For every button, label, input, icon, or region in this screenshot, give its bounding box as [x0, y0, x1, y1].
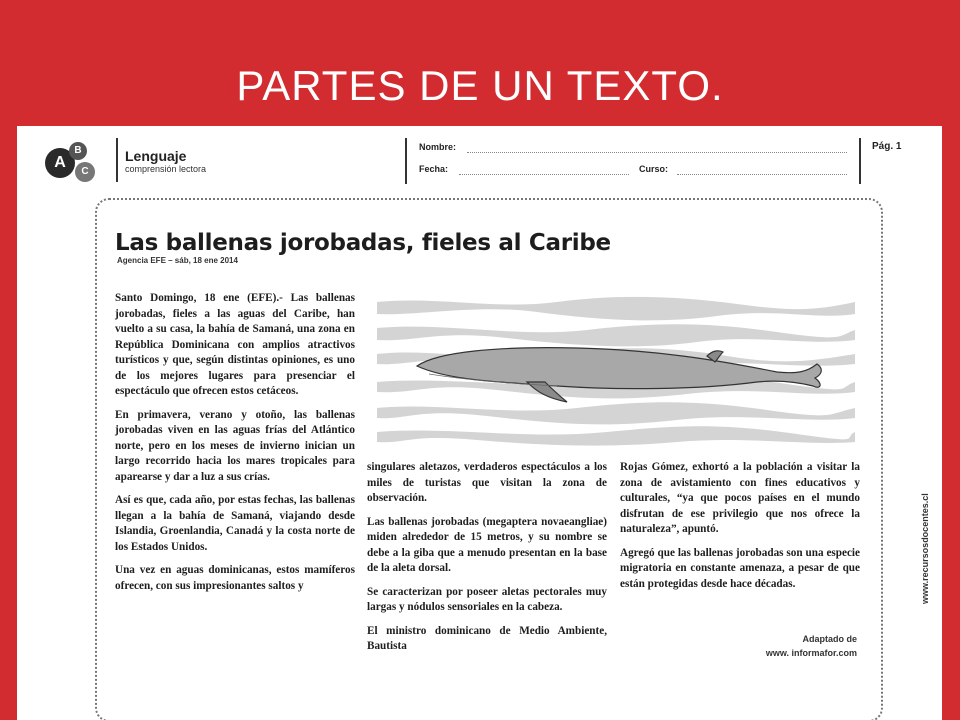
subject-subtitle: comprensión lectora	[125, 164, 207, 174]
credit-adapted: Adaptado de	[802, 634, 857, 644]
abc-logo	[45, 142, 101, 186]
paragraph: Una vez en aguas dominicanas, estos mamíferos ofrecen, con sus impresionantes saltos y	[115, 564, 355, 592]
side-watermark: www.recursosdocentes.cl	[920, 493, 930, 604]
paragraph: El ministro dominicano de Medio Ambiente, Bautista	[367, 624, 607, 652]
student-form	[405, 138, 861, 184]
paragraph: Se caracterizan por poseer aletas pectorales muy largas y nódulos sensoriales en la cabeza.	[367, 585, 607, 613]
article-column-2	[367, 460, 607, 663]
subject-title: Lenguaje	[125, 148, 187, 164]
worksheet-page	[17, 126, 942, 720]
article-column-3	[620, 460, 860, 600]
article-column-1	[115, 291, 355, 602]
course-field[interactable]	[677, 174, 847, 175]
paragraph: Santo Domingo, 18 ene (EFE).- Las ballenas jorobadas, fieles a las aguas del Caribe, han vuelto a su casa, la bahía de Samaná, una zona en República Dominicana con amplios atractivos turísticos y que, según distintas opiniones, es uno de los mejores lugares para presenciar el espectáculo que ofrecen estos cetáceos.	[115, 292, 355, 397]
name-label: Nombre:	[419, 142, 457, 152]
paragraph: En primavera, verano y otoño, las ballenas jorobadas viven en las aguas frías del Atlántico norte, pero en los meses de invierno inician un largo recorrido hacia los mares tropicales para aparearse y dar a luz a sus crías.	[115, 408, 355, 483]
slide-title: PARTES DE UN TEXTO.	[236, 62, 724, 109]
whale-illustration	[377, 294, 855, 446]
header-divider	[116, 138, 118, 182]
credit-source-link[interactable]: www. informafor.com	[765, 648, 857, 658]
page-number: Pág. 1	[872, 141, 902, 152]
date-label: Fecha:	[419, 164, 449, 174]
logo-c: C	[75, 162, 95, 182]
paragraph: singulares aletazos, verdaderos espectáculos a los miles de turistas que visitan la zona de observación.	[367, 461, 607, 504]
paragraph: Las ballenas jorobadas (megaptera novaeangliae) miden alrededor de 15 metros, y su nombre se debe a la giba que a menudo presentan en la base de la aleta dorsal.	[367, 515, 607, 574]
paragraph: Así es que, cada año, por estas fechas, las ballenas llegan a la bahía de Samaná, viajando desde Islandia, Groenlandia, Canadá y la costa norte de los Estados Unidos.	[115, 494, 355, 553]
logo-b: B	[69, 142, 87, 160]
paragraph: Rojas Gómez, exhortó a la población a visitar la zona de avistamiento con fines educativos y culturales, “ya que pocos países en el mundo disfrutan de ese privilegio que nos ofrece la naturaleza”, apuntó.	[620, 461, 860, 535]
logo-a: A	[45, 148, 75, 178]
name-field[interactable]	[467, 152, 847, 153]
date-field[interactable]	[459, 174, 629, 175]
article-source: Agencia EFE – sáb, 18 ene 2014	[117, 256, 238, 265]
paragraph: Agregó que las ballenas jorobadas son una especie migratoria en constante amenaza, a pesar de que están protegidas desde hace décadas.	[620, 546, 860, 590]
course-label: Curso:	[639, 164, 668, 174]
article-title: Las ballenas jorobadas, fieles al Caribe	[115, 230, 611, 256]
